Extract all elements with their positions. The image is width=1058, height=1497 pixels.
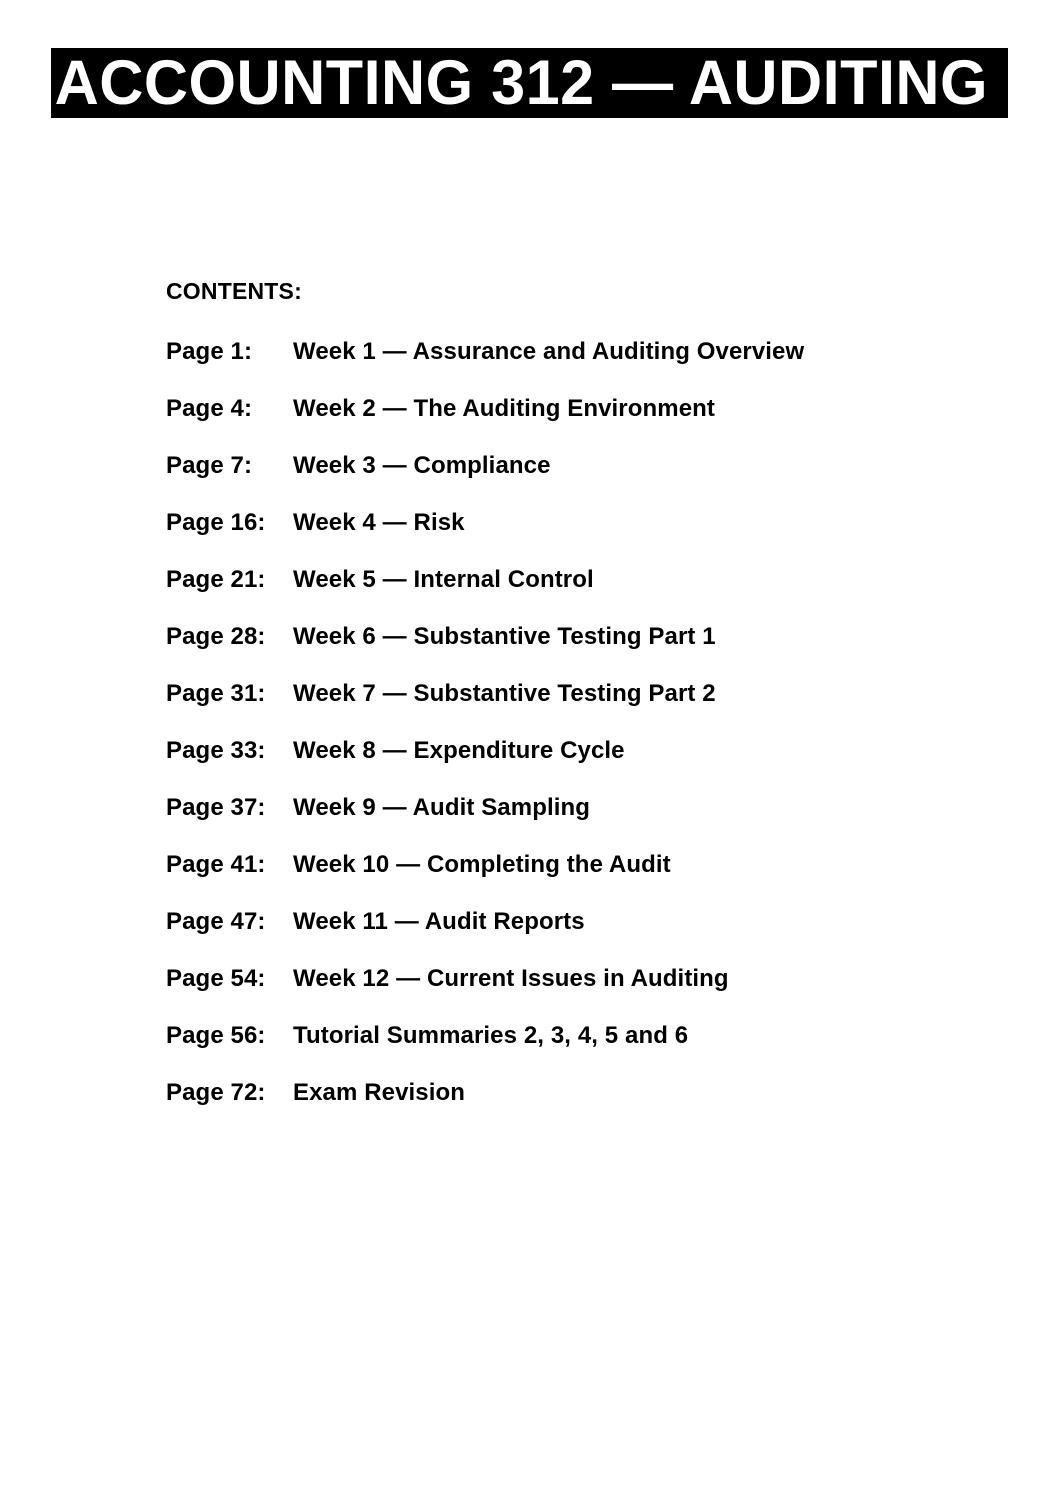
toc-entry[interactable] bbox=[166, 452, 986, 509]
toc-entry-title: Week 2 — The Auditing Environment bbox=[293, 395, 716, 422]
toc-list bbox=[166, 338, 986, 1136]
toc-entry-page: Page 4: bbox=[166, 395, 253, 422]
title-banner bbox=[51, 48, 1008, 118]
toc-entry-page: Page 47: bbox=[166, 908, 266, 935]
toc-entry[interactable] bbox=[166, 680, 986, 737]
toc-entry-page: Page 56: bbox=[166, 1022, 266, 1049]
toc-entry[interactable] bbox=[166, 908, 986, 965]
toc-entry-page: Page 31: bbox=[166, 680, 266, 707]
toc-entry[interactable] bbox=[166, 737, 986, 794]
toc-entry[interactable] bbox=[166, 965, 986, 1022]
toc-entry[interactable] bbox=[166, 1079, 986, 1136]
toc-entry-title: Week 3 — Compliance bbox=[293, 452, 551, 479]
toc-entry-page: Page 7: bbox=[166, 452, 253, 479]
toc-entry-title: Week 11 — Audit Reports bbox=[293, 908, 585, 935]
toc-entry-page: Page 72: bbox=[166, 1079, 266, 1106]
toc-entry[interactable] bbox=[166, 1022, 986, 1079]
toc-entry-page: Page 37: bbox=[166, 794, 266, 821]
toc-entry-title: Week 7 — Substantive Testing Part 2 bbox=[293, 680, 716, 707]
toc-entry-title: Week 10 — Completing the Audit bbox=[293, 851, 671, 878]
toc-entry-title: Week 12 — Current Issues in Auditing bbox=[293, 965, 729, 992]
toc-entry-title: Tutorial Summaries 2, 3, 4, 5 and 6 bbox=[293, 1022, 689, 1049]
toc-entry[interactable] bbox=[166, 395, 986, 452]
toc-entry-page: Page 28: bbox=[166, 623, 266, 650]
table-of-contents bbox=[166, 280, 986, 1136]
contents-heading: CONTENTS: bbox=[166, 278, 302, 304]
toc-entry-title: Week 6 — Substantive Testing Part 1 bbox=[293, 623, 716, 650]
toc-entry-page: Page 41: bbox=[166, 851, 266, 878]
toc-entry-page: Page 33: bbox=[166, 737, 266, 764]
toc-entry-title: Week 4 — Risk bbox=[293, 509, 465, 536]
toc-entry-page: Page 16: bbox=[166, 509, 266, 536]
toc-entry-title: Week 5 — Internal Control bbox=[293, 566, 594, 593]
toc-entry-page: Page 1: bbox=[166, 338, 253, 365]
toc-entry[interactable] bbox=[166, 509, 986, 566]
toc-entry-page: Page 54: bbox=[166, 965, 266, 992]
document-title: ACCOUNTING 312 — AUDITING bbox=[55, 48, 989, 118]
toc-entry-title: Exam Revision bbox=[293, 1079, 466, 1106]
toc-entry[interactable] bbox=[166, 338, 986, 395]
toc-entry-title: Week 8 — Expenditure Cycle bbox=[293, 737, 625, 764]
toc-entry[interactable] bbox=[166, 851, 986, 908]
toc-entry-page: Page 21: bbox=[166, 566, 266, 593]
toc-entry[interactable] bbox=[166, 623, 986, 680]
toc-entry-title: Week 9 — Audit Sampling bbox=[293, 794, 591, 821]
toc-entry[interactable] bbox=[166, 794, 986, 851]
toc-entry[interactable] bbox=[166, 566, 986, 623]
toc-entry-title: Week 1 — Assurance and Auditing Overview bbox=[293, 338, 805, 365]
